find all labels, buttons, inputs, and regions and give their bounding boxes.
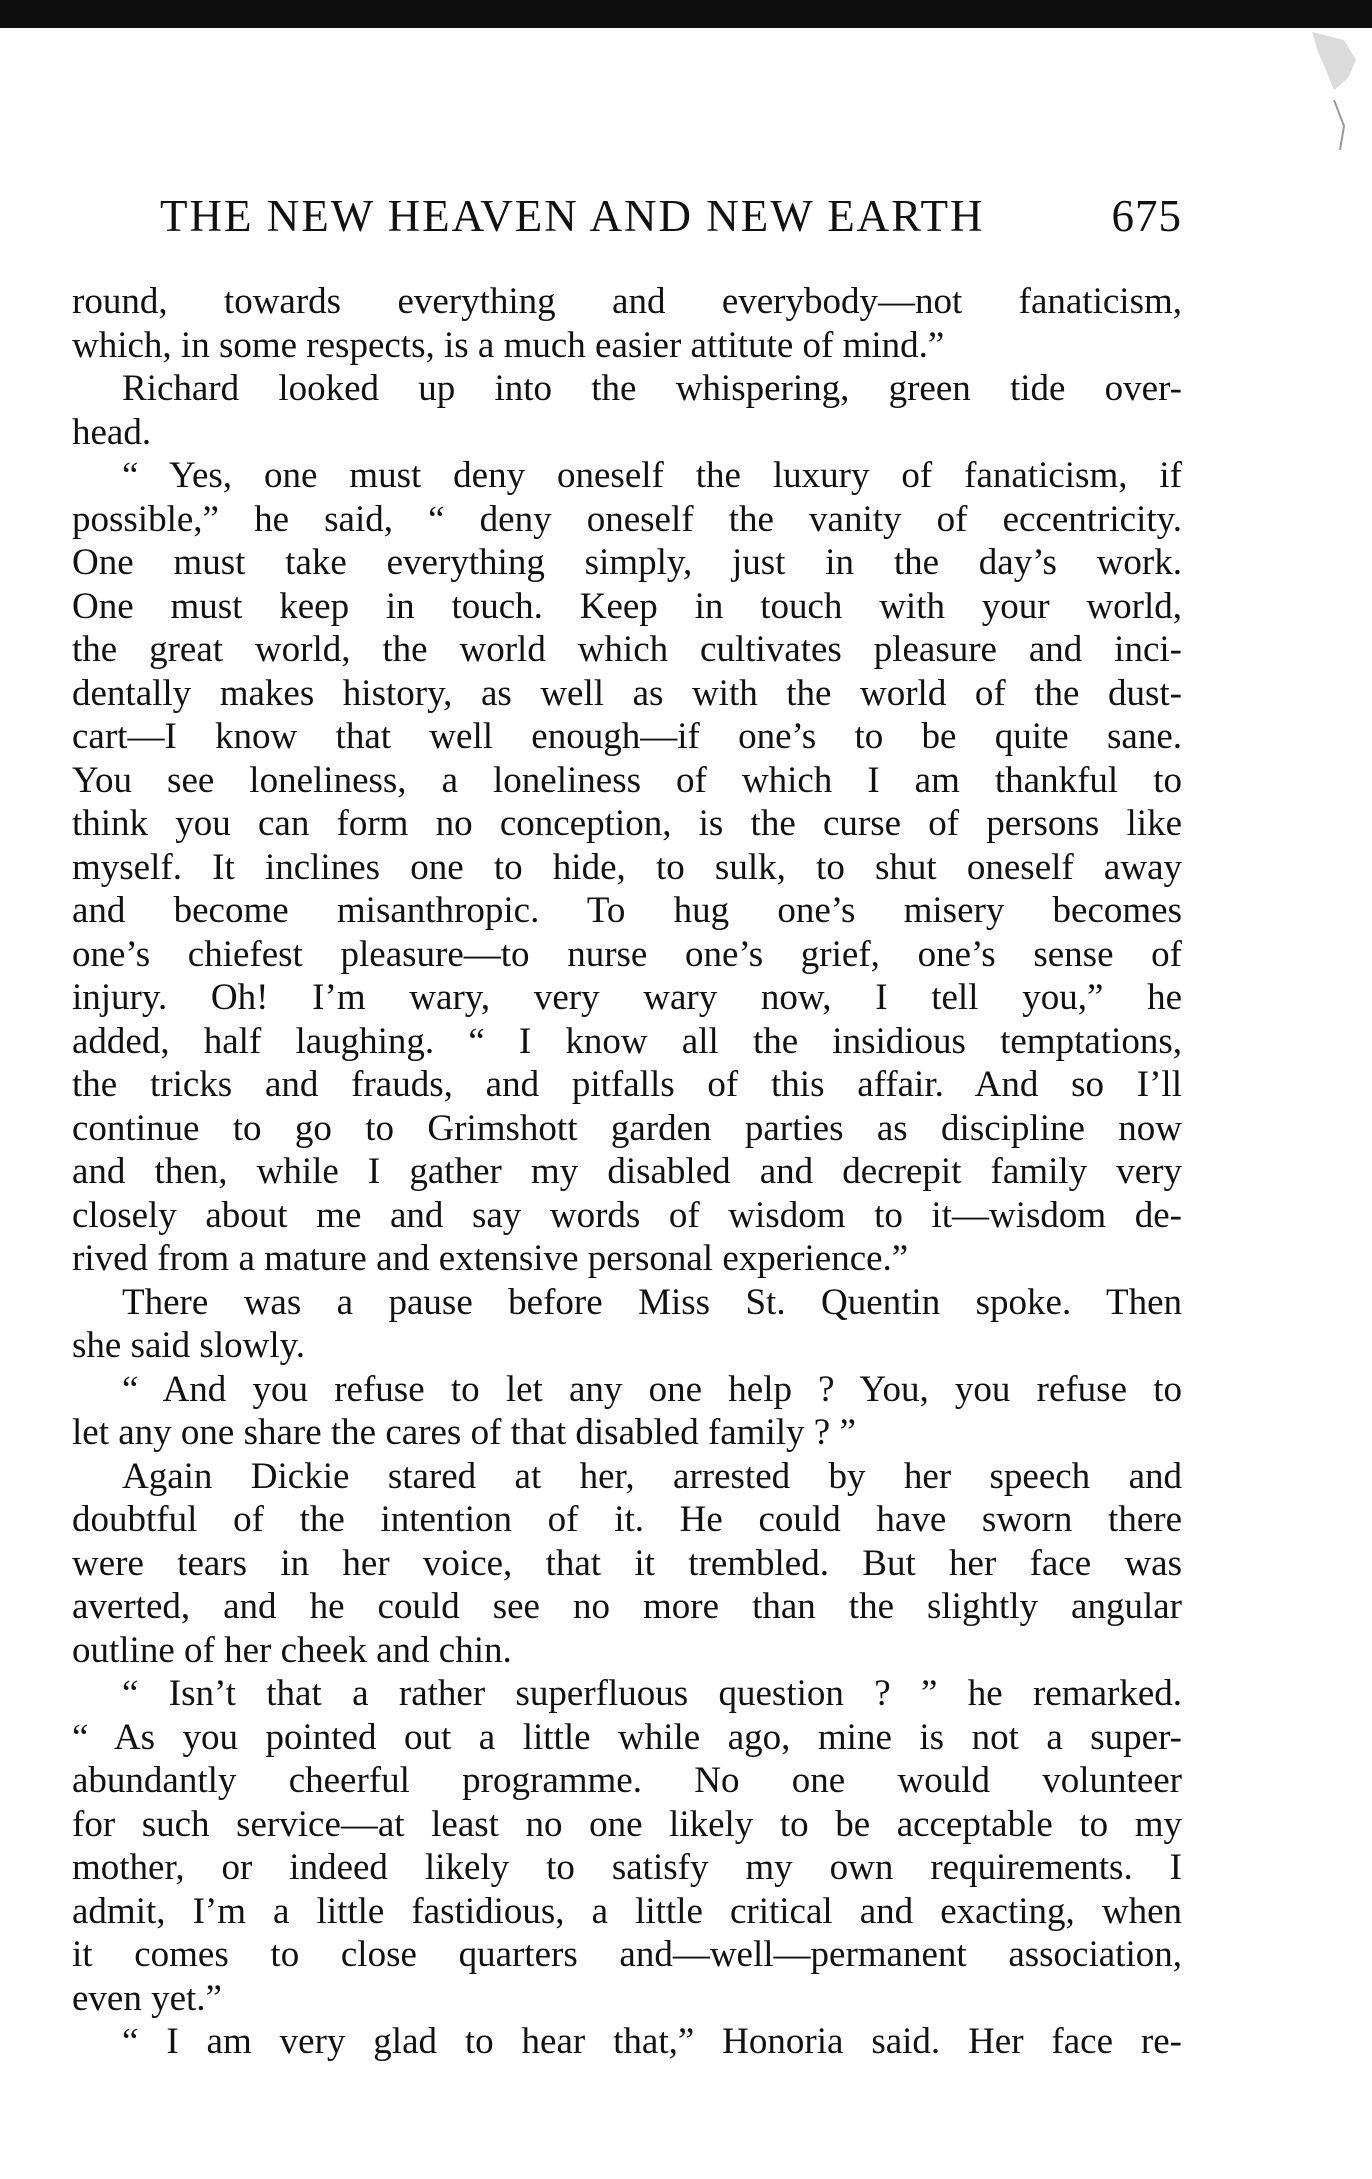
text-line: and become misanthropic. To hug one’s misery becomes [72, 890, 1182, 931]
text-line: even yet.” [72, 1977, 222, 2019]
scan-corner-artifact [1304, 30, 1364, 170]
text-line: were tears in her voice, that it trembled. But her face was [72, 1542, 1182, 1584]
running-title: THE NEW HEAVEN AND NEW EARTH [160, 191, 985, 241]
page-number: 675 [1111, 191, 1182, 241]
text-line: one’s chiefest pleasure—to nurse one’s grief, one’s sense of [72, 933, 1182, 975]
text-line: it comes to close quarters and—well—permanent association, [72, 1934, 1182, 1975]
text-line: and then, while I gather my disabled and decrepit family very [72, 1151, 1182, 1192]
text-line: One must keep in touch. Keep in touch with your world, [72, 585, 1182, 627]
text-line: “ Yes, one must deny oneself the luxury of fanaticism, if [122, 455, 1182, 496]
text-line: There was a pause before Miss St. Quentin spoke. Then [122, 1281, 1182, 1323]
text-line: added, half laughing. “ I know all the insidious temptations, [72, 1020, 1182, 1062]
paragraph [72, 1672, 1182, 2020]
text-line: the tricks and frauds, and pitfalls of this affair. And so I’ll [72, 1064, 1182, 1105]
text-line: let any one share the cares of that disabled family ? ” [72, 1412, 856, 1453]
body-text [72, 280, 1182, 2064]
paragraph [72, 280, 1182, 367]
text-line: Richard looked up into the whispering, green tide over- [122, 368, 1182, 409]
paragraph [72, 1455, 1182, 1673]
text-line: for such service—at least no one likely to be acceptable to my [72, 1803, 1182, 1845]
text-line: the great world, the world which cultivates pleasure and inci- [72, 629, 1182, 670]
text-line: “ I am very glad to hear that,” Honoria said. Her face re- [122, 2021, 1182, 2062]
text-line: averted, and he could see no more than the slightly angular [72, 1586, 1182, 1627]
text-line: think you can form no conception, is the curse of persons like [72, 803, 1182, 844]
text-line: injury. Oh! I’m wary, very wary now, I tell you,” he [72, 977, 1182, 1018]
paragraph [72, 2020, 1182, 2064]
text-line: Again Dickie stared at her, arrested by her speech and [122, 1455, 1182, 1497]
running-head [160, 190, 1182, 254]
text-line: abundantly cheerful programme. No one would volunteer [72, 1760, 1182, 1801]
text-line: outline of her cheek and chin. [72, 1629, 512, 1671]
text-line: closely about me and say words of wisdom to it—wisdom de- [72, 1194, 1182, 1236]
text-line: myself. It inclines one to hide, to sulk, to shut oneself away [72, 846, 1182, 888]
text-line: rived from a mature and extensive personal experience.” [72, 1238, 909, 1279]
text-line: dentally makes history, as well as with the world of the dust- [72, 672, 1182, 714]
text-line: admit, I’m a little fastidious, a little critical and exacting, when [72, 1890, 1182, 1932]
text-line: head. [72, 411, 152, 453]
text-line: mother, or indeed likely to satisfy my own requirements. I [72, 1847, 1182, 1888]
paragraph [72, 1281, 1182, 1368]
text-line: round, towards everything and everybody—not fanaticism, [72, 281, 1182, 322]
text-line: continue to go to Grimshott garden parties as discipline now [72, 1107, 1182, 1149]
text-line: “ As you pointed out a little while ago, mine is not a super- [72, 1716, 1182, 1758]
text-line: which, in some respects, is a much easier attitute of mind.” [72, 324, 945, 366]
text-line: doubtful of the intention of it. He could have sworn there [72, 1499, 1182, 1540]
scan-top-edge [0, 0, 1372, 28]
text-line: You see loneliness, a loneliness of which I am thankful to [72, 759, 1182, 801]
text-line: One must take everything simply, just in the day’s work. [72, 542, 1182, 583]
text-line: she said slowly. [72, 1325, 305, 1366]
text-line: possible,” he said, “ deny oneself the vanity of eccentricity. [72, 498, 1182, 540]
paragraph [72, 367, 1182, 454]
paragraph [72, 1368, 1182, 1455]
text-line: “ Isn’t that a rather superfluous question ? ” he remarked. [122, 1673, 1182, 1714]
text-line: “ And you refuse to let any one help ? You, you refuse to [122, 1368, 1182, 1410]
text-line: cart—I know that well enough—if one’s to be quite sane. [72, 716, 1182, 757]
paragraph [72, 454, 1182, 1281]
